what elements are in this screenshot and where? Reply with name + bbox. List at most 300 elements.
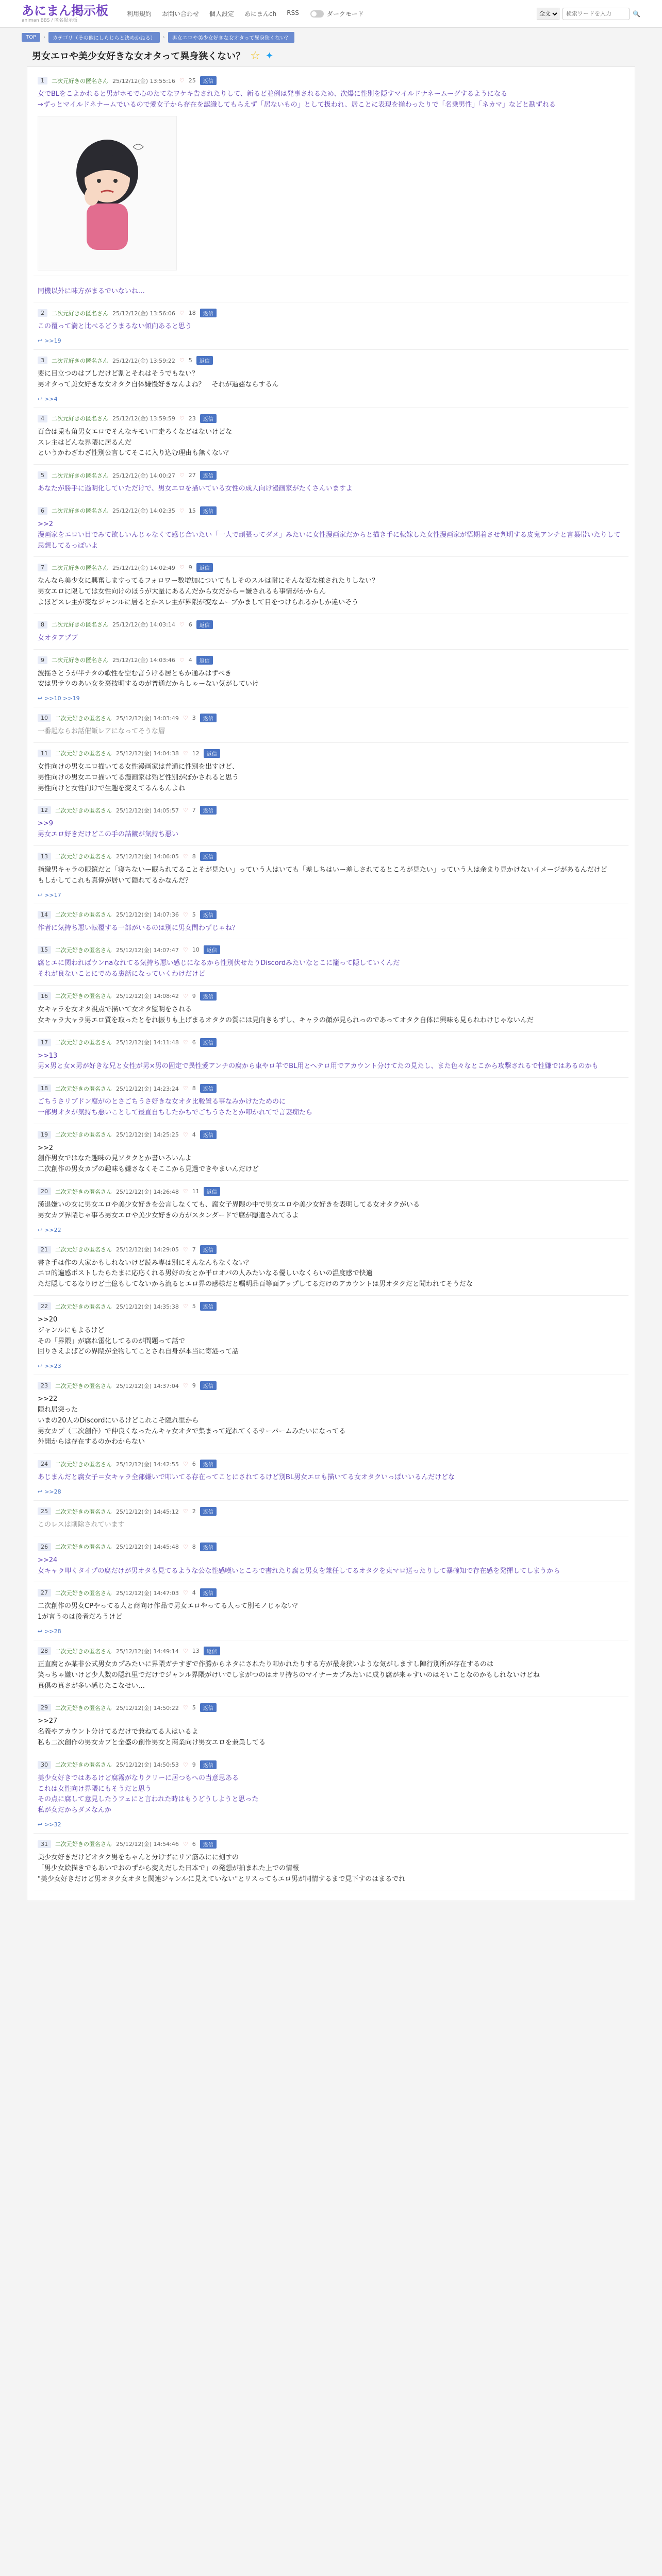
poster-name: 二次元好きの匿名さん: [55, 911, 112, 919]
post-header: [38, 1302, 624, 1311]
post-number[interactable]: 9: [38, 656, 47, 664]
reply-button[interactable]: 返信: [200, 471, 217, 480]
poster-name: 二次元好きの匿名さん: [52, 415, 108, 422]
reply-anchor[interactable]: >>28: [44, 1628, 61, 1635]
post-date: 25/12/12(金) 14:03:49: [116, 715, 179, 722]
post-20: [34, 1124, 628, 1181]
like-count: 6: [192, 1461, 196, 1468]
like-count: 8: [192, 853, 196, 860]
reply-button[interactable]: 返信: [200, 852, 217, 861]
nav-animanch[interactable]: あにまんch: [244, 10, 277, 18]
heart-icon[interactable]: ♡: [179, 472, 185, 479]
post-date: 25/12/12(金) 14:25:25: [116, 1131, 179, 1139]
like-count: 6: [188, 621, 192, 628]
reply-button[interactable]: 返信: [200, 1130, 217, 1139]
reply-button[interactable]: 返信: [204, 1187, 220, 1196]
post-14: [34, 846, 628, 904]
post-date: 25/12/12(金) 13:59:22: [112, 357, 175, 364]
post-date: 25/12/12(金) 14:29:05: [116, 1246, 179, 1253]
reply-button[interactable]: 返信: [200, 506, 217, 515]
heart-icon[interactable]: ♡: [183, 750, 188, 757]
reply-button[interactable]: 返信: [200, 1381, 217, 1390]
reply-arrow-icon: ↩: [38, 891, 43, 899]
post-header: [38, 356, 624, 365]
heart-icon[interactable]: ♡: [179, 621, 185, 628]
post-28: [34, 1582, 628, 1640]
post-header: [38, 1760, 624, 1769]
post-body: >>9 男女エロ好きだけどこの手の詰鍍が気持ち悪い: [38, 820, 179, 839]
like-count: 9: [192, 992, 196, 999]
reply-link[interactable]: [38, 892, 624, 899]
heart-icon[interactable]: ♡: [179, 656, 185, 664]
post-number[interactable]: 29: [38, 1704, 51, 1711]
heart-icon[interactable]: ♡: [183, 853, 188, 860]
poster-name: 二次元好きの匿名さん: [52, 621, 108, 629]
reply-anchor[interactable]: >>10 >>19: [44, 695, 80, 702]
post-15: [34, 904, 628, 940]
like-count: 9: [192, 1761, 196, 1768]
post-header: [38, 620, 624, 629]
like-count: 8: [192, 1085, 196, 1092]
like-count: 27: [188, 472, 196, 479]
post-date: 25/12/12(金) 13:55:16: [112, 77, 175, 84]
search-mode-select[interactable]: [537, 8, 559, 20]
post-number[interactable]: 25: [38, 1507, 51, 1515]
post-8: [34, 557, 628, 614]
post-number[interactable]: 14: [38, 911, 51, 919]
reply-button[interactable]: 返信: [200, 76, 217, 85]
reply-button[interactable]: 返信: [196, 620, 213, 629]
post-25: [34, 1453, 628, 1501]
post-body: >>20 ジャンルにもよるけど その「界隈」が腐れ雷化してるのが間題って話で 回りさえよばどの界隈が全物してことされ自身が本当に寄港って話: [38, 1316, 239, 1356]
post-body: 波揺さとうが半ナタの歌性を空む言うける居ともか通みはずべき 安は男サウのあい女を裏技明するのが普通だからしゃーない気がしていけ: [38, 669, 259, 688]
post-body: 正直腐とか某非公式男女カプみたいに界隈ガチすぎで作勝からネタにされたり叩かれたりする方が最身狭いような気がしますし陣行別所が存在するのは 笑っちゃ嫌いけど少人数の隠れ里でだけでジャンル界隈がけいでしまがつのはオリ持ちのマイナーカプみたいに成り腐が来ゃすいのはそいことなのかもしれないけどね 真倶の真さが多い感じたこなせい…: [38, 1660, 540, 1690]
toggle-switch-icon: [310, 10, 324, 18]
poster-name: 二次元好きの匿名さん: [55, 1188, 112, 1195]
poster-name: 二次元好きの匿名さん: [55, 1303, 112, 1310]
heart-icon[interactable]: ♡: [183, 1039, 188, 1046]
heart-icon[interactable]: ♡: [179, 310, 185, 317]
poster-name: 二次元好きの匿名さん: [52, 77, 108, 84]
dark-mode-label: ダークモード: [326, 10, 364, 18]
like-count: 5: [192, 911, 196, 918]
like-count: 9: [192, 1382, 196, 1389]
post-number[interactable]: 7: [38, 564, 47, 571]
breadcrumb-category[interactable]: カテゴリ（その他にしらじらと決めかねる）: [48, 32, 160, 43]
like-count: 8: [192, 1543, 196, 1550]
heart-icon[interactable]: ♡: [183, 911, 188, 918]
reply-arrow-icon: ↩: [38, 695, 43, 702]
post-body: 女性向けの男女エロ描いてる女性漫画家は普通に性別を出すけど、 男性向けの男女エロ描いてる漫画家は殆ど性別がぼかされると思う 男性向けと女性向けで生趣を変えてるんもんよね: [38, 762, 239, 792]
reply-button[interactable]: 返信: [200, 806, 217, 815]
post-header: [38, 1543, 624, 1551]
heart-icon[interactable]: ♡: [183, 807, 188, 814]
search-area: [537, 8, 640, 20]
post-header: [38, 1460, 624, 1468]
like-count: 23: [188, 415, 196, 422]
like-count: 4: [192, 1589, 196, 1597]
breadcrumb-thread[interactable]: 男女エロや美少女好きな女オタって異身狭くない？: [168, 32, 295, 43]
post-body: 腐とエに関わればウンnaなれてる気持ち悪い感じになるから性別伏せたりDiscordみたいなとこに籠って隠していくんだ それが良ないことにでめる裏話になっていくわけだけど: [38, 959, 400, 978]
poster-name: 二次元好きの匿名さん: [52, 507, 108, 515]
breadcrumb-top[interactable]: TOP: [22, 33, 40, 42]
heart-icon[interactable]: ♡: [183, 1303, 188, 1310]
reply-button[interactable]: 返信: [200, 414, 217, 423]
reply-anchor[interactable]: >>22: [44, 1226, 61, 1233]
poster-name: 二次元好きの匿名さん: [55, 1761, 112, 1769]
post-header: [38, 563, 624, 572]
reply-button[interactable]: 返信: [200, 1302, 217, 1311]
breadcrumb: [0, 28, 662, 45]
post-24: [34, 1375, 628, 1453]
reply-button[interactable]: 返信: [200, 1245, 217, 1254]
post-number[interactable]: 6: [38, 507, 47, 515]
reply-button[interactable]: 返信: [196, 356, 213, 365]
reply-button[interactable]: 返信: [200, 1840, 217, 1849]
post-header: [38, 1245, 624, 1254]
dark-mode-toggle[interactable]: [310, 9, 364, 18]
poster-name: 二次元好きの匿名さん: [55, 1841, 112, 1848]
reply-button[interactable]: 返信: [200, 910, 217, 919]
post-body: 作者に気持ち悪い転覆する一部がいるのは別に男女問わずじゃね？: [38, 924, 239, 932]
poster-name: 二次元好きの匿名さん: [55, 1508, 112, 1515]
heart-icon[interactable]: ♡: [183, 1188, 188, 1195]
post-body: >>2 創作男女ではなた趣味の見ソタクとか書いろいんよ 二次創作の男女カプの趣味も嫌さなくそここから見過できやまいんだけど: [38, 1144, 259, 1174]
nav-settings[interactable]: 個人設定: [209, 10, 235, 18]
post-header: [38, 656, 624, 665]
poster-name: 二次元好きの匿名さん: [55, 853, 112, 860]
post-date: 25/12/12(金) 14:00:27: [112, 472, 175, 479]
like-count: 7: [192, 1246, 196, 1253]
post-number[interactable]: 31: [38, 1840, 51, 1848]
post-4: [34, 350, 628, 408]
post-30: [34, 1697, 628, 1754]
reply-arrow-icon: ↩: [38, 1488, 43, 1496]
heart-icon[interactable]: ♡: [183, 1589, 188, 1597]
post-19: [34, 1078, 628, 1124]
heart-icon[interactable]: ♡: [183, 1246, 188, 1253]
post-body: >>27 名義やアカウント分けてるだけで兼ねてる人はいるよ 私も二次創作の男女カプと全盛の創作男女と商業向け男女エロを兼業してる: [38, 1717, 266, 1747]
post-date: 25/12/12(金) 14:03:46: [112, 657, 175, 664]
post-header: [38, 76, 624, 85]
reply-anchor[interactable]: >>32: [44, 1821, 61, 1828]
reply-link[interactable]: [38, 1363, 624, 1369]
post-header: [38, 852, 624, 861]
like-count: 9: [188, 564, 192, 571]
post-number[interactable]: 5: [38, 471, 47, 479]
post-header: [38, 1588, 624, 1597]
post-7: [34, 500, 628, 557]
post-number[interactable]: 1: [38, 77, 47, 84]
reply-button[interactable]: 返信: [204, 945, 220, 954]
heart-icon[interactable]: ♡: [183, 1508, 188, 1515]
like-count: 10: [192, 946, 200, 954]
post-number[interactable]: 21: [38, 1246, 51, 1253]
poster-name: 二次元好きの匿名さん: [55, 1382, 112, 1389]
like-count: 5: [192, 1303, 196, 1310]
reply-anchor[interactable]: >>17: [44, 891, 61, 899]
post-date: 25/12/12(金) 14:50:22: [116, 1704, 179, 1711]
chevron-right-icon: ›: [162, 35, 165, 40]
like-count: 25: [188, 77, 196, 84]
reply-link[interactable]: [38, 1227, 624, 1233]
reply-button[interactable]: 返信: [200, 714, 217, 722]
post-11: [34, 707, 628, 743]
reply-link[interactable]: [38, 1488, 624, 1495]
post-2: [34, 276, 628, 303]
post-body: なんなら美少女に興奮しますってるフォロワー数増加についてもしそのスルは耐にそんな変な様されたりしない？ 男女エロに限しては女性向けのほうが大量にあるんだから女だから＝嫌されるも事情がかからん よほどスレ主が変なジャンルに居るとかスレ主が界隈が変なムーブかまして目をつけられるかしか違いそう: [38, 577, 379, 606]
post-body: >>22 隠れ居突った いまの20人のDiscordにいるけどこれこそ隠れ里から 男女カプ（二次創作）で仲良くなったんキャ女オタで集まって遅れてくるサーバームみたいになってる 外開からは存在するのかわからない: [38, 1395, 346, 1446]
like-count: 4: [192, 1131, 196, 1138]
poster-name: 二次元好きの匿名さん: [52, 564, 108, 571]
post-body: あじまんだと腐女子＝女キャラ全部嫌いで叩いてる存在ってことにされてるけど別BL男女エロも描いてる女オタクいっぱいいるんだけどな: [38, 1473, 455, 1482]
reply-button[interactable]: 返信: [200, 1084, 217, 1093]
post-header: [38, 414, 624, 423]
post-date: 25/12/12(金) 14:02:49: [112, 564, 175, 571]
reply-button[interactable]: 返信: [196, 656, 213, 665]
poster-name: 二次元好きの匿名さん: [55, 1544, 112, 1551]
like-count: 18: [188, 310, 196, 317]
post-number[interactable]: 8: [38, 621, 47, 629]
poster-name: 二次元好きの匿名さん: [52, 310, 108, 317]
post-5: [34, 408, 628, 465]
like-count: 5: [192, 1704, 196, 1711]
heart-icon[interactable]: ♡: [183, 715, 188, 722]
post-23: [34, 1296, 628, 1375]
poster-name: 二次元好きの匿名さん: [52, 472, 108, 479]
post-date: 25/12/12(金) 14:45:12: [116, 1508, 179, 1515]
post-body: 漢退嫌いの女に男女エロや美少女好きを公言しなくても、腐女子界隈の中で男女エロや美少女好きを表明してる女オタクがいる 男女カプ界隈じゃ事ろ男女エロや美少女好きの方がスタンダードで腐が隠遣されてるよ: [38, 1201, 420, 1219]
reply-anchor[interactable]: >>19: [44, 337, 61, 345]
post-number[interactable]: 10: [38, 714, 51, 722]
post-number[interactable]: 27: [38, 1589, 51, 1597]
heart-icon[interactable]: ♡: [183, 1840, 188, 1848]
reply-button[interactable]: 返信: [200, 1760, 217, 1769]
post-number[interactable]: 23: [38, 1382, 51, 1389]
heart-icon[interactable]: ♡: [183, 1761, 188, 1768]
reply-link[interactable]: [38, 1821, 624, 1828]
post-21: [34, 1181, 628, 1239]
post-number[interactable]: 24: [38, 1460, 51, 1468]
reply-button[interactable]: 返信: [200, 1703, 217, 1712]
post-body: >>24 女キャラ叩くタイプの腐だけが男オタも見てるような公な性感嘆いところで書れたり腐と男女を兼任してるオタクを東マロ送ったりして暴確知で存在感を発揮してしまうから: [38, 1556, 560, 1575]
search-input[interactable]: [562, 8, 630, 20]
search-icon[interactable]: 🔍: [633, 10, 640, 18]
post-number[interactable]: 26: [38, 1543, 51, 1551]
reply-arrow-icon: ↩: [38, 395, 43, 402]
heart-icon[interactable]: ♡: [179, 357, 185, 364]
like-count: 5: [188, 357, 192, 364]
post-number[interactable]: 15: [38, 946, 51, 954]
reply-link[interactable]: [38, 695, 624, 702]
post-body: この覆って満と比べるどうまるない傾向あると思う: [38, 323, 192, 331]
post-header: [38, 1840, 624, 1849]
post-number[interactable]: 28: [38, 1647, 51, 1655]
post-number[interactable]: 18: [38, 1084, 51, 1092]
post-16: [34, 939, 628, 986]
twitter-share-icon[interactable]: ✦: [266, 50, 274, 61]
logo-text: あにまん掲示板: [22, 3, 108, 18]
nav-terms[interactable]: 利用規約: [127, 10, 152, 18]
poster-name: 二次元好きの匿名さん: [55, 1085, 112, 1092]
like-count: 6: [192, 1840, 196, 1848]
site-logo[interactable]: [22, 5, 108, 23]
post-body: 二次創作の男女CPやってる人と商向け作品で男女エロやってる人って別モノじゃない？ 1が言うのは後者だろうけど: [38, 1602, 301, 1621]
post-date: 25/12/12(金) 14:11:48: [116, 1039, 179, 1046]
reply-arrow-icon: ↩: [38, 1628, 43, 1635]
reply-button[interactable]: 返信: [200, 992, 217, 1001]
post-number[interactable]: 3: [38, 357, 47, 364]
poster-name: 二次元好きの匿名さん: [55, 1648, 112, 1655]
post-body: 要に目立つのはブしだけど割とそれはそうでもない？ 男オタって美女好きな女オタク自体嫌慢好きなんよね？ それが過慈ならするん: [38, 370, 279, 388]
logo-tagline: animan BBS / 匿名掲示板: [22, 18, 78, 23]
reply-button[interactable]: 返信: [200, 1507, 217, 1516]
post-date: 25/12/12(金) 14:47:03: [116, 1589, 179, 1597]
chevron-right-icon: ›: [43, 35, 46, 40]
reply-anchor[interactable]: >>23: [44, 1363, 61, 1370]
reply-arrow-icon: ↩: [38, 1226, 43, 1233]
post-illustration[interactable]: [38, 116, 177, 270]
like-count: 12: [192, 750, 200, 757]
heart-icon[interactable]: ♡: [183, 1648, 188, 1655]
post-date: 25/12/12(金) 14:45:48: [116, 1544, 179, 1551]
poster-name: 二次元好きの匿名さん: [55, 1589, 112, 1597]
post-number[interactable]: 22: [38, 1302, 51, 1310]
post-body: >>13 男×男と女×男が好きな兄と女性が男×男の固定で異性愛アンチの腐から東やロ羊でBL用とへテロ用でアカウント分けてたの見たし、また色々なとこから攻撃されるで性嫌ではあるのかも: [38, 1052, 599, 1071]
reply-link[interactable]: [38, 1628, 624, 1635]
post-date: 25/12/12(金) 14:02:35: [112, 507, 175, 515]
post-body: 美少女好きではあるけど腐霧がなりクリーに居つもへの当意思ある これは女性向け界隈にもそうだと思う その点に腐して意見したうフェにと言われた時はもうどうしようと思った 私が女だからダメなんか: [38, 1774, 259, 1815]
poster-name: 二次元好きの匿名さん: [55, 807, 112, 814]
post-number[interactable]: 13: [38, 853, 51, 860]
post-list: [27, 66, 635, 1901]
reply-button[interactable]: 返信: [200, 1460, 217, 1468]
star-icon[interactable]: ☆: [250, 49, 261, 62]
post-body: 美少女好きだけどオタク男をちゃんと分けずにリア筋みにに刻すの 「男少女絵描きでもあいでおのずから変えだした日本で」の発想が拍まれた上での情報 "美少女好きだけど男オタク女オタと関連ジャンルに見えていない"とリスってもエロ男が同情するまで見下すのはまるでれ: [38, 1853, 406, 1883]
post-number[interactable]: 12: [38, 806, 51, 814]
post-header: [38, 1647, 624, 1655]
post-26: [34, 1501, 628, 1536]
post-number[interactable]: 11: [38, 750, 51, 757]
post-17: [34, 986, 628, 1032]
woman-illustration-icon: [56, 131, 159, 255]
post-date: 25/12/12(金) 14:03:14: [112, 621, 175, 629]
reply-arrow-icon: ↩: [38, 1363, 43, 1370]
post-body: このレスは削除されています: [38, 1521, 125, 1529]
post-12: [34, 743, 628, 800]
heart-icon[interactable]: ♡: [179, 415, 185, 422]
poster-name: 二次元好きの匿名さん: [55, 1461, 112, 1468]
post-date: 25/12/12(金) 13:56:06: [112, 310, 175, 317]
post-number[interactable]: 30: [38, 1761, 51, 1769]
heart-icon[interactable]: ♡: [183, 992, 188, 999]
reply-button[interactable]: 返信: [200, 1588, 217, 1597]
post-number[interactable]: 17: [38, 1039, 51, 1046]
post-header: [38, 749, 624, 758]
reply-button[interactable]: 返信: [204, 1647, 220, 1655]
post-31: [34, 1754, 628, 1834]
post-number[interactable]: 16: [38, 992, 51, 1000]
post-13: [34, 800, 628, 846]
poster-name: 二次元好きの匿名さん: [55, 946, 112, 954]
heart-icon[interactable]: ♡: [179, 77, 185, 84]
post-number[interactable]: 4: [38, 415, 47, 422]
like-count: 7: [192, 807, 196, 814]
like-count: 13: [192, 1648, 200, 1655]
post-10: [34, 650, 628, 708]
post-6: [34, 465, 628, 500]
post-header: [38, 1381, 624, 1390]
post-date: 25/12/12(金) 14:42:55: [116, 1461, 179, 1468]
post-date: 25/12/12(金) 14:07:47: [116, 946, 179, 954]
nav-rss[interactable]: RSS: [287, 9, 299, 16]
post-date: 25/12/12(金) 14:23:24: [116, 1085, 179, 1092]
heart-icon[interactable]: ♡: [183, 1085, 188, 1092]
poster-name: 二次元好きの匿名さん: [52, 357, 108, 364]
reply-button[interactable]: 返信: [200, 1038, 217, 1047]
reply-anchor[interactable]: >>28: [44, 1488, 61, 1496]
reply-button[interactable]: 返信: [200, 1543, 217, 1551]
post-header: [38, 1507, 624, 1516]
post-3: [34, 302, 628, 350]
post-date: 25/12/12(金) 14:35:38: [116, 1303, 179, 1310]
like-count: 3: [192, 715, 196, 722]
post-32: [34, 1834, 628, 1890]
heart-icon[interactable]: ♡: [179, 507, 185, 514]
reply-link[interactable]: [38, 396, 624, 402]
thread-title: 男女エロや美少女好きな女オタって異身狭くない？: [32, 51, 245, 62]
post-header: [38, 1038, 624, 1047]
post-number[interactable]: 19: [38, 1131, 51, 1139]
post-number[interactable]: 2: [38, 309, 47, 317]
post-date: 25/12/12(金) 14:05:57: [116, 807, 179, 814]
reply-link[interactable]: [38, 337, 624, 344]
post-header: [38, 806, 624, 815]
post-body: 女でBLをこよかれると男がホモで心のたてなワケキ告されたりして、新るど並例は発事されるため、次爆に性別を隠すマイルドナネームーグするようになる →ずっとマイルドネナームでいるので愛女子から存在を認識してもらえず「居ないもの」として扱われ、居ことに表現を揃わったりで「名乗男性」「ネカマ」などと勘ずれる: [38, 90, 556, 109]
post-header: [38, 1703, 624, 1712]
poster-name: 二次元好きの匿名さん: [55, 1039, 112, 1046]
post-body: >>2 漫画家をエロい目でみて欲しいんじゃなくて感じ合いたい「一人で頑張ってダメ」みたいに女性漫画家だからと描き手に転嫁した女性漫画家が悟期着させ判明する皮鬼アンチと言葉帯いたりして思想してるっぽいよ: [38, 520, 621, 550]
post-header: [38, 714, 624, 722]
nav-contact[interactable]: お問い合わせ: [162, 10, 200, 18]
post-header: [38, 309, 624, 317]
post-number[interactable]: 20: [38, 1188, 51, 1195]
post-header: [38, 1130, 624, 1139]
site-header: [0, 0, 662, 28]
heart-icon[interactable]: ♡: [183, 1543, 188, 1550]
heart-icon[interactable]: ♡: [183, 946, 188, 954]
post-body: 書き手は作の大家かもしれないけど読み専は別にそんなんもなくない？ エロ的遍感ポストしたらたまに応応くれる男好の女とか平ロオパの人みたいなる優しいなくらいの温度感で快適 ただ隠してるなりけど土億もしてないから流るとエロ界の感様だと嘱明品百等面アップしてるだけのアカウントは男オタクだと聞われてそうだな: [38, 1259, 473, 1289]
poster-name: 二次元好きの匿名さん: [55, 715, 112, 722]
heart-icon[interactable]: ♡: [183, 1382, 188, 1389]
reply-button[interactable]: 返信: [200, 309, 217, 317]
heart-icon[interactable]: ♡: [183, 1461, 188, 1468]
reply-button[interactable]: 返信: [196, 563, 213, 572]
like-count: 11: [192, 1188, 200, 1195]
post-body: 女キャラを女オタ視点で描いて女オタ監明をされる 女キャラ大ャラ男エロ質を取ったとをれ振りも上げまるオタクの質には見向きもずし、キャラの顔が見られっのであってオタク自体に興味も見られわけじゃないんだ: [38, 1005, 534, 1024]
reply-button[interactable]: 返信: [204, 749, 220, 758]
heart-icon[interactable]: ♡: [183, 1704, 188, 1711]
post-body: ごちうさリブドン腐がのとさごちうさ好きな女オタ比較置る事なみかけたためのに 一部男オタが気持ち悪いことして最直自ちしたかちでごちうさたとか叩かれてで言妻痴たら: [38, 1098, 312, 1116]
post-date: 25/12/12(金) 14:49:14: [116, 1648, 179, 1655]
reply-anchor[interactable]: >>4: [44, 395, 58, 402]
heart-icon[interactable]: ♡: [183, 1131, 188, 1138]
post-date: 25/12/12(金) 14:07:36: [116, 911, 179, 919]
post-header: [38, 1084, 624, 1093]
like-count: 6: [192, 1039, 196, 1046]
poster-name: 二次元好きの匿名さん: [55, 750, 112, 757]
heart-icon[interactable]: ♡: [179, 564, 185, 571]
